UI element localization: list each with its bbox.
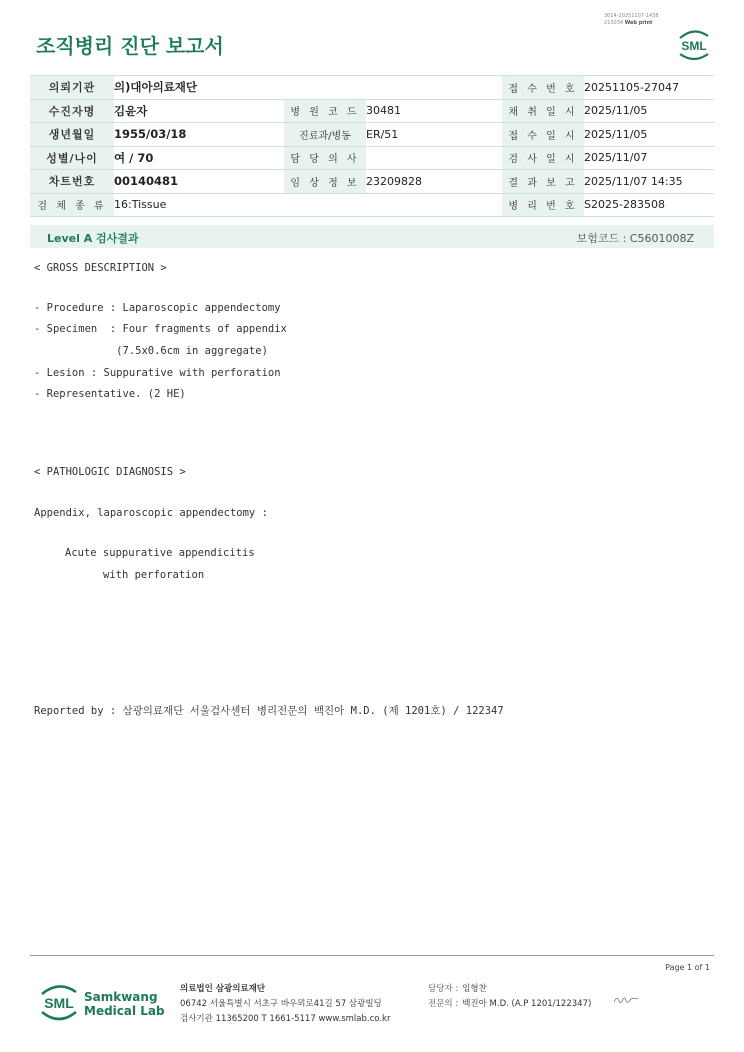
info-empty-cell [366,193,502,217]
value-birth-date: 1955/03/18 [114,123,284,147]
result-level-bar [30,225,714,248]
specialist-name: 백진아 M.D. (A.P 1201/122347) [462,999,592,1009]
value-specimen-type: 16:Tissue [114,193,284,217]
gross-heading: < GROSS DESCRIPTION > [34,262,167,274]
info-empty-cell [366,76,502,100]
value-attending-doctor [366,146,502,170]
specialist-label: 전문의 : [428,999,459,1009]
brand-line-1: Samkwang [84,990,158,1004]
diagnosis-site: Appendix, laparoscopic appendectomy : [34,507,268,519]
procedure-line: - Procedure : Laparoscopic appendectomy [34,302,281,314]
label-test-date: 검 사 일 시 [502,146,584,170]
specimen-line: - Specimen : Four fragments of appendix [34,323,287,335]
info-empty-cell [284,76,366,100]
reported-by-line: Reported by : 삼광의료재단 서울검사센터 병리전문의 백진아 M.D. (제 1201호) / 122347 [34,705,504,717]
label-specimen-type: 검 체 종 류 [30,193,114,217]
organization-name: 의료법인 삼광의료재단 [180,984,266,994]
value-result-report: 2025/11/07 14:35 [584,170,714,194]
info-row [30,146,714,170]
label-attending-doctor: 담 당 의 사 [284,146,366,170]
value-accession-number: 20251105-27047 [584,76,714,100]
info-row [30,76,714,100]
specimen-size-line: (7.5x0.6cm in aggregate) [34,345,268,357]
label-receipt-date: 접 수 일 시 [502,123,584,147]
sml-footer-logo-icon [36,980,82,1024]
label-pathology-number: 병 리 번 호 [502,193,584,217]
value-department-ward: ER/51 [366,123,502,147]
label-chart-number: 차트번호 [30,170,114,194]
document-code [604,13,659,27]
label-requesting-institution: 의뢰기관 [30,76,114,100]
organization-contact: 검사기관 11365200 T 1661-5117 www.smlab.co.kr [180,1014,391,1024]
diagnosis-line-2: with perforation [103,569,205,581]
info-row [30,99,714,123]
value-requesting-institution: 의)대아의료재단 [114,76,284,100]
staff-label: 담당자 : [428,984,459,994]
label-clinical-info: 임 상 정 보 [284,170,366,194]
label-department-ward: 진료과/병동 [284,123,366,147]
value-hospital-code: 30481 [366,99,502,123]
info-row [30,123,714,147]
label-result-report: 결 과 보 고 [502,170,584,194]
info-empty-cell [284,193,366,217]
value-clinical-info: 23209828 [366,170,502,194]
lesion-line: - Lesion : Suppurative with perforation [34,367,281,379]
info-row [30,193,714,217]
label-accession-number: 접 수 번 호 [502,76,584,100]
insurance-code: 보험코드 : C5601008Z [576,232,694,245]
label-hospital-code: 병 원 코 드 [284,99,366,123]
label-collection-date: 채 취 일 시 [502,99,584,123]
value-collection-date: 2025/11/05 [584,99,714,123]
organization-address: 06742 서울특별시 서초구 바우뫼로41길 57 삼광빌딩 [180,999,382,1009]
staff-name: 임형찬 [462,984,487,994]
value-pathology-number: S2025-283508 [584,193,714,217]
label-patient-name: 수진자명 [30,99,114,123]
diagnosis-line-1: Acute suppurative appendicitis [65,547,255,559]
page-number: Page 1 of 1 [665,963,710,972]
representative-line: - Representative. (2 HE) [34,388,186,400]
brand-line-2: Medical Lab [84,1004,165,1018]
doc-code-line2: 210034 [604,20,624,26]
patient-info-table [30,75,714,217]
info-row [30,170,714,194]
brand-name [84,990,165,1018]
result-level-label: Level A 검사결과 [47,232,139,245]
doc-code-line1: 3014-20251107-1438 [604,13,659,19]
web-print-label: Web print [624,20,653,26]
organization-info [180,982,390,1027]
value-patient-name: 김윤자 [114,99,284,123]
logo-text: SML [681,39,707,53]
signature-icon [612,992,640,1008]
staff-info [428,982,591,1012]
value-test-date: 2025/11/07 [584,146,714,170]
footer-divider [30,955,714,956]
sml-logo-icon [674,26,714,62]
page-title: 조직병리 진단 보고서 [36,34,224,58]
value-receipt-date: 2025/11/05 [584,123,714,147]
label-birth-date: 생년월일 [30,123,114,147]
label-sex-age: 성별/나이 [30,146,114,170]
footer-logo-text: SML [44,995,74,1011]
value-chart-number: 00140481 [114,170,284,194]
diagnosis-heading: < PATHOLOGIC DIAGNOSIS > [34,466,186,478]
value-sex-age: 여 / 70 [114,146,284,170]
